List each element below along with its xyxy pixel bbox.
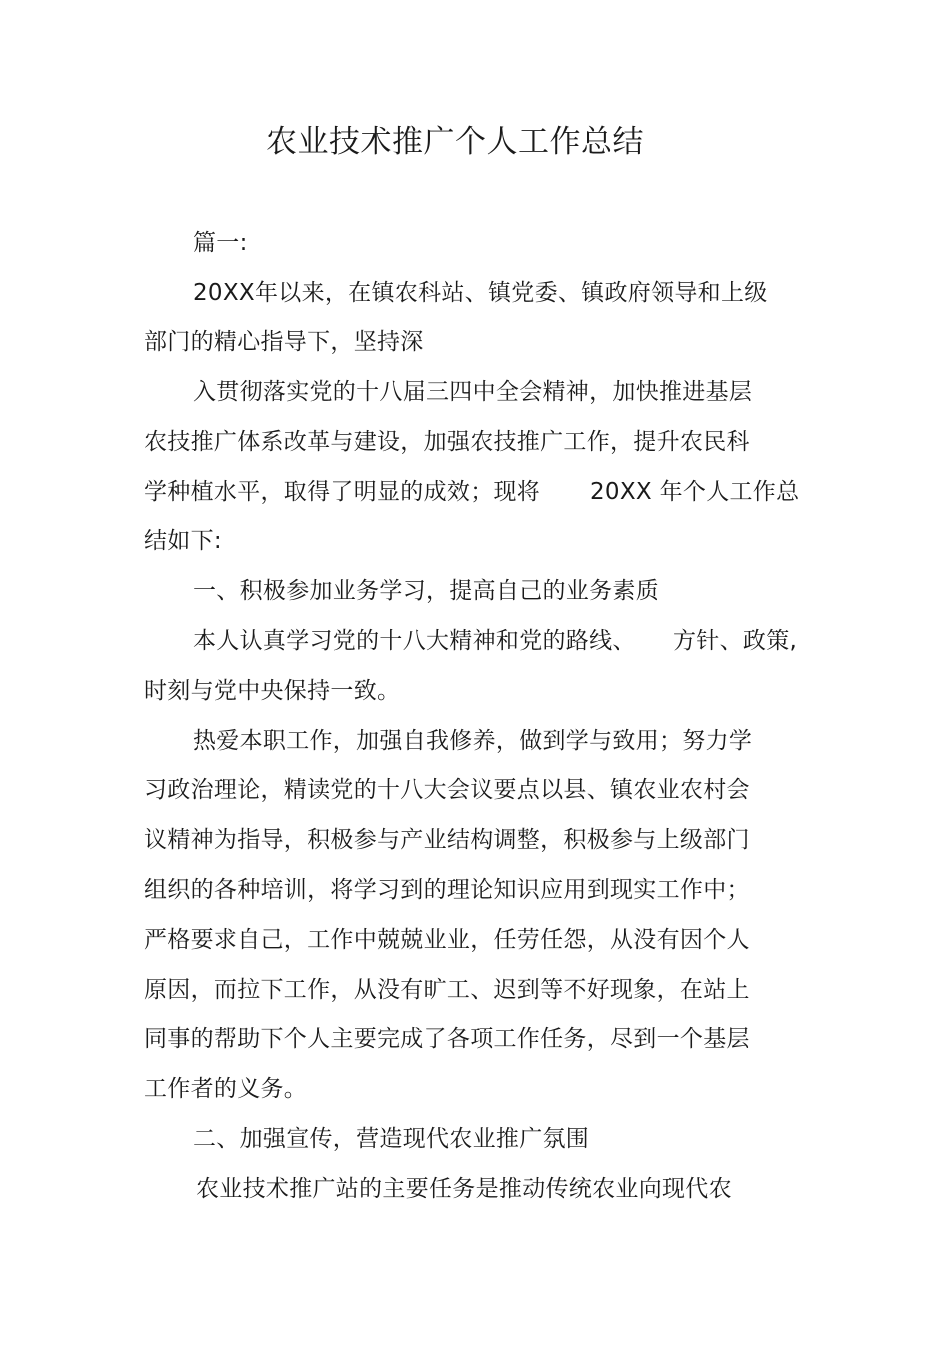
- paragraph-line: 热爱本职工作，加强自我修养，做到学与致用；努力学: [193, 728, 753, 754]
- paragraph-line: 20XX年以来，在镇农科站、镇党委、镇政府领导和上级: [193, 280, 768, 306]
- paragraph-line: 议精神为指导，积极参与产业结构调整，积极参与上级部门: [144, 827, 750, 853]
- paragraph-line: 本人认真学习党的十八大精神和党的路线、: [193, 628, 636, 654]
- section-heading: 一、积极参加业务学习，提高自己的业务素质: [193, 578, 659, 604]
- paragraph-line: 20XX 年个人工作总: [590, 479, 800, 505]
- paragraph-line: 结如下:: [144, 528, 222, 554]
- paragraph-line: 组织的各种培训，将学习到的理论知识应用到现实工作中；: [144, 877, 750, 903]
- paragraph-line: 学种植水平，取得了明显的成效；现将: [144, 479, 541, 505]
- paragraph-line: 部门的精心指导下，坚持深: [144, 329, 424, 355]
- section-heading: 二、加强宣传，营造现代农业推广氛围: [193, 1126, 590, 1152]
- paragraph-line: 严格要求自己，工作中兢兢业业，任劳任怨，从没有因个人: [144, 927, 750, 953]
- paragraph-line: 农技推广体系改革与建设，加强农技推广工作，提升农民科: [144, 429, 750, 455]
- section-label: 篇一:: [193, 230, 248, 256]
- paragraph-line: 习政治理论，精读党的十八大会议要点以县、镇农业农村会: [144, 777, 750, 803]
- document-title: 农业技术推广个人工作总结: [266, 124, 644, 160]
- paragraph-line: 工作者的义务。: [144, 1076, 308, 1102]
- paragraph-line: 原因，而拉下工作，从没有旷工、迟到等不好现象，在站上: [144, 977, 750, 1003]
- paragraph-line: 入贯彻落实党的十八届三四中全会精神，加快推进基层: [193, 379, 753, 405]
- paragraph-line: 农业技术推广站的主要任务是推动传统农业向现代农: [196, 1176, 732, 1202]
- paragraph-line: 方针、政策,: [673, 628, 798, 654]
- paragraph-line: 时刻与党中央保持一致。: [144, 678, 401, 704]
- paragraph-line: 同事的帮助下个人主要完成了各项工作任务，尽到一个基层: [144, 1026, 750, 1052]
